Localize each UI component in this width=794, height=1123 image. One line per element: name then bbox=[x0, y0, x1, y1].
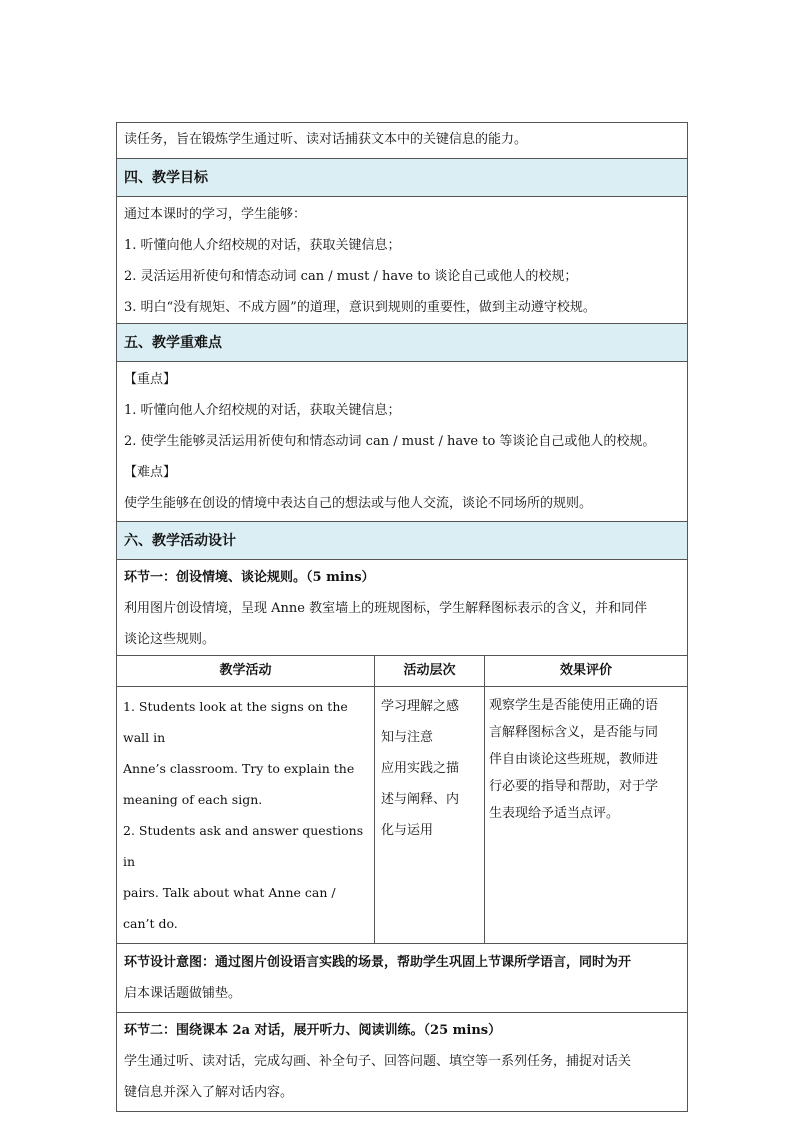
objectives-line: 2. 灵活运用祈使句和情态动词 can / must / have to 谈论自己或他人的校规； bbox=[124, 269, 578, 284]
activity-line: pairs. Talk about what Anne can / can’t do. bbox=[123, 885, 336, 931]
lesson-plan-table bbox=[116, 122, 688, 1112]
objectives-line: 通过本课时的学习，学生能够： bbox=[124, 207, 307, 222]
activity-line: 2. Students ask and answer questions in bbox=[123, 823, 364, 869]
activity-table-header bbox=[116, 656, 688, 687]
step2-desc-line: 学生通过听、读对话，完成勾画、补全句子、回答问题、填空等一系列任务，捕捉对话关 bbox=[124, 1054, 632, 1069]
evaluation-cell bbox=[485, 687, 687, 943]
header-activity-level: 活动层次 bbox=[375, 656, 485, 686]
step1-desc-line: 利用图片创设情境，呈现 Anne 教室墙上的班规图标，学生解释图标表示的含义，并和同伴 bbox=[124, 601, 648, 616]
level-line: 知与注意 bbox=[381, 730, 434, 745]
level-line: 学习理解之感 bbox=[381, 699, 460, 714]
level-line: 化与运用 bbox=[381, 823, 434, 838]
key-label: 【重点】 bbox=[124, 372, 177, 387]
difficulty-line: 使学生能够在创设的情境中表达自己的想法或与他人交流，谈论不同场所的规则。 bbox=[124, 496, 593, 511]
step2-block bbox=[116, 1013, 688, 1112]
step2-desc-line: 键信息并深入了解对话内容。 bbox=[124, 1085, 294, 1100]
evaluation-line: 行必要的指导和帮助，对于学 bbox=[489, 779, 659, 794]
objectives-line: 3. 明白“没有规矩、不成方圆”的道理，意识到规则的重要性，做到主动遵守校规。 bbox=[124, 300, 596, 315]
key-points-body bbox=[116, 362, 688, 522]
intro-text: 读任务，旨在锻炼学生通过听、读对话捕获文本中的关键信息的能力。 bbox=[116, 122, 688, 159]
design-intent-line: 环节设计意图：通过图片创设语言实践的场景，帮助学生巩固上节课所学语言，同时为开 bbox=[124, 955, 632, 970]
objectives-body bbox=[116, 197, 688, 324]
evaluation-line: 生表现给予适当点评。 bbox=[489, 806, 620, 821]
design-intent-line: 启本课话题做铺垫。 bbox=[124, 986, 242, 1001]
level-line: 述与阐释、内 bbox=[381, 792, 460, 807]
key-line: 1. 听懂向他人介绍校规的对话，获取关键信息； bbox=[124, 403, 401, 418]
objectives-line: 1. 听懂向他人介绍校规的对话，获取关键信息； bbox=[124, 238, 401, 253]
activity-table-row bbox=[116, 687, 688, 944]
step1-desc-line: 谈论这些规则。 bbox=[124, 632, 216, 647]
header-teaching-activity: 教学活动 bbox=[117, 656, 375, 686]
difficulty-label: 【难点】 bbox=[124, 465, 177, 480]
activity-cell bbox=[117, 687, 375, 943]
evaluation-line: 观察学生是否能使用正确的语 bbox=[489, 698, 659, 713]
level-cell bbox=[375, 687, 485, 943]
step1-title: 环节一：创设情境、谈论规则。（5 mins） bbox=[124, 570, 375, 585]
level-line: 应用实践之描 bbox=[381, 761, 460, 776]
step1-design-intent bbox=[116, 944, 688, 1013]
section-heading-activities: 六、教学活动设计 bbox=[116, 522, 688, 560]
step1-block bbox=[116, 560, 688, 656]
header-evaluation: 效果评价 bbox=[559, 663, 612, 678]
key-line: 2. 使学生能够灵活运用祈使句和情态动词 can / must / have to 等谈论自己或他人的校规。 bbox=[124, 434, 656, 449]
activity-line: 1. Students look at the signs on the wall in bbox=[123, 699, 348, 745]
section-heading-key-points: 五、教学重难点 bbox=[116, 324, 688, 362]
step2-title: 环节二：围绕课本 2a 对话，展开听力、阅读训练。（25 mins） bbox=[124, 1023, 502, 1038]
activity-line: meaning of each sign. bbox=[123, 792, 263, 807]
evaluation-line: 伴自由谈论这些班规，教师进 bbox=[489, 752, 659, 767]
section-heading-objectives: 四、教学目标 bbox=[116, 159, 688, 197]
activity-line: Anne’s classroom. Try to explain the bbox=[123, 761, 355, 776]
evaluation-line: 言解释图标含义，是否能与同 bbox=[489, 725, 659, 740]
